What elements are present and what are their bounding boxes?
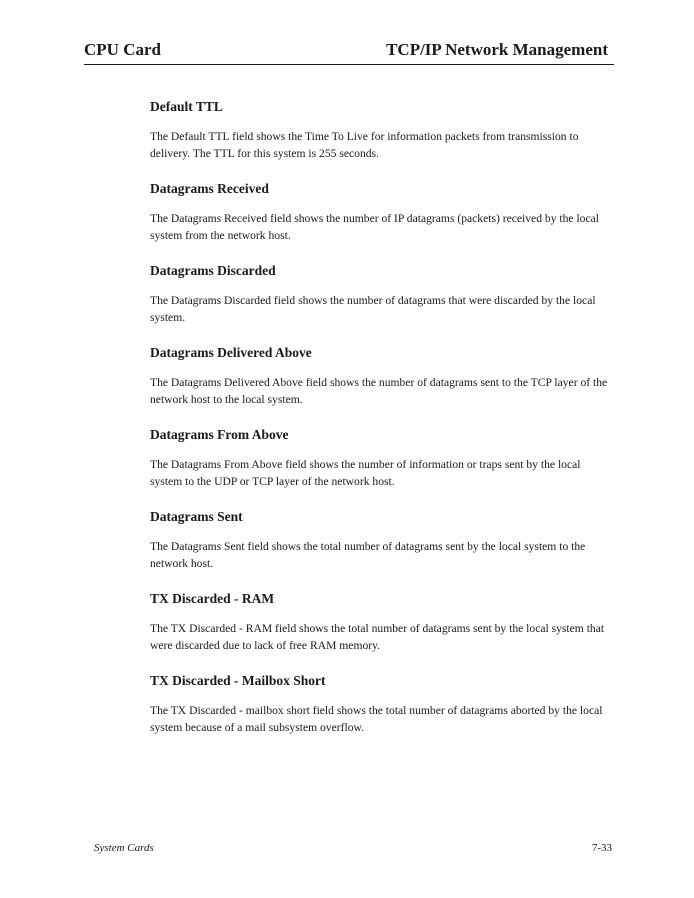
section-paragraph: The Datagrams Sent field shows the total number of datagrams sent by the local system to the network host. xyxy=(150,540,586,570)
page-header xyxy=(84,38,614,65)
footer-book-title: System Cards xyxy=(94,842,154,854)
page-content xyxy=(150,99,612,736)
section-paragraph: The Datagrams Delivered Above field shows the number of datagrams sent to the TCP layer of the network host to the local system. xyxy=(150,376,608,406)
section-heading: Default TTL xyxy=(150,99,223,114)
section-heading: Datagrams Sent xyxy=(150,509,243,524)
page-number: 7-33 xyxy=(591,842,612,854)
section-datagrams-delivered-above xyxy=(150,345,612,408)
section-heading: TX Discarded - Mailbox Short xyxy=(150,673,326,688)
section-paragraph: The Default TTL field shows the Time To Live for information packets from transmission to delivery. The TTL for this system is 255 seconds. xyxy=(150,130,579,160)
section-heading: Datagrams Received xyxy=(150,181,269,196)
section-heading: Datagrams Discarded xyxy=(150,263,276,278)
section-tx-discarded-mailbox-short xyxy=(150,673,612,736)
section-paragraph: The TX Discarded - RAM field shows the total number of datagrams sent by the local system that were discarded due to lack of free RAM memory. xyxy=(150,622,605,652)
section-datagrams-sent xyxy=(150,509,612,572)
section-heading: Datagrams From Above xyxy=(150,427,289,442)
header-chapter-title: CPU Card xyxy=(84,40,161,59)
section-paragraph: The Datagrams Received field shows the number of IP datagrams (packets) received by the local system from the network host. xyxy=(150,212,599,242)
section-datagrams-discarded xyxy=(150,263,612,326)
section-paragraph: The Datagrams Discarded field shows the number of datagrams that were discarded by the local system. xyxy=(150,294,596,324)
section-default-ttl xyxy=(150,99,612,162)
section-tx-discarded-ram xyxy=(150,591,612,654)
section-heading: Datagrams Delivered Above xyxy=(150,345,312,360)
section-datagrams-received xyxy=(150,181,612,244)
section-heading: TX Discarded - RAM xyxy=(150,591,275,606)
section-paragraph: The Datagrams From Above field shows the number of information or traps sent by the local system to the UDP or TCP layer of the network host. xyxy=(150,458,581,488)
section-paragraph: The TX Discarded - mailbox short field shows the total number of datagrams aborted by the local system because of a mail subsystem overflow. xyxy=(150,704,603,734)
page-footer xyxy=(94,840,614,856)
header-section-title: TCP/IP Network Management xyxy=(386,40,608,59)
section-datagrams-from-above xyxy=(150,427,612,490)
